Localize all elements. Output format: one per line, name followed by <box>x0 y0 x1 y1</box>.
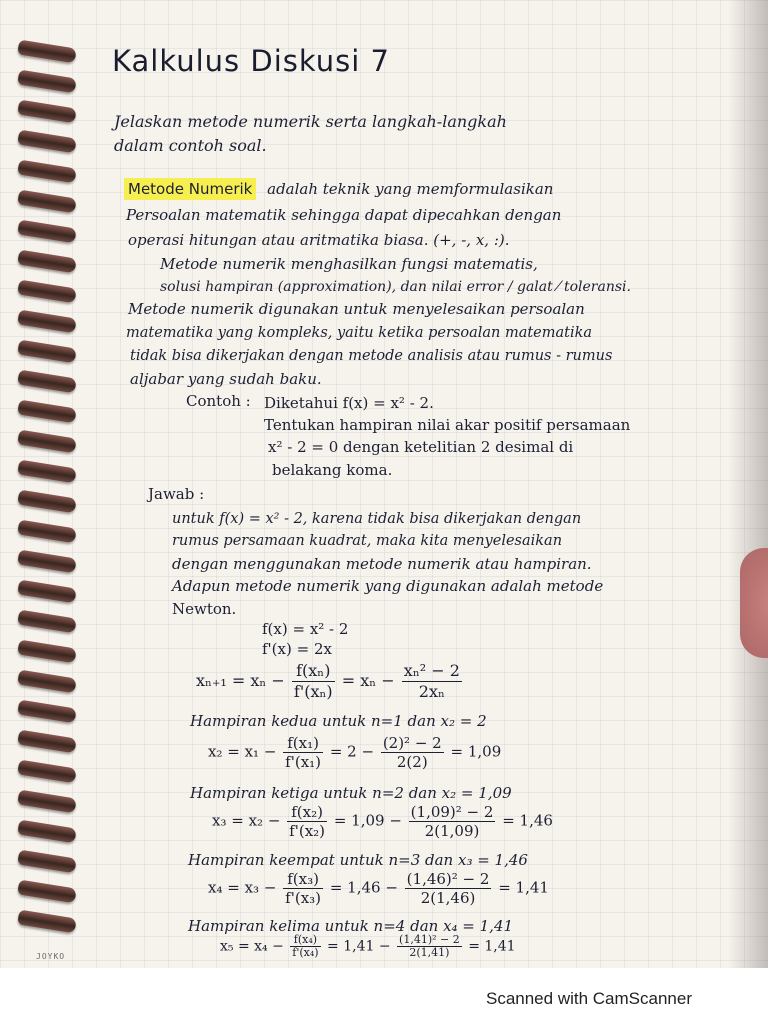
step-middle: = 2 − <box>329 742 375 761</box>
answer-line: Newton. <box>172 600 237 618</box>
page-edge-shadow <box>728 0 768 968</box>
scanner-watermark: Scanned with CamScanner <box>485 989 692 1008</box>
fraction-numerator: f(x₃) <box>283 870 323 889</box>
fraction-numerator: f(xₙ) <box>292 661 335 682</box>
definition-line: aljabar yang sudah baku. <box>130 370 322 388</box>
example-line: Diketahui f(x) = x² - 2. <box>264 394 434 412</box>
step-lhs: x₄ = x₃ − <box>208 878 277 897</box>
example-line: belakang koma. <box>272 461 393 479</box>
example-line: x² - 2 = 0 dengan ketelitian 2 desimal di <box>268 438 574 456</box>
step-middle: = 1,46 − <box>329 878 398 897</box>
step-equation <box>212 803 553 840</box>
fraction-denominator: f'(x₄) <box>292 946 319 959</box>
answer-line: rumus persamaan kuadrat, maka kita menyelesaikan <box>172 533 563 549</box>
notebook-brand: JOYKO <box>36 952 66 961</box>
definition-line: Metode numerik digunakan untuk menyelesaikan persoalan <box>128 300 585 318</box>
step-middle: = 1,41 − <box>327 938 391 955</box>
fraction-denominator: 2(1,09) <box>424 822 480 840</box>
definition-line: Persoalan matematik sehingga dapat dipecahkan dengan <box>126 206 562 224</box>
step-lhs: x₂ = x₁ − <box>208 742 277 761</box>
definition-rest: adalah teknik yang memformulasikan <box>267 180 554 198</box>
step-heading: Hampiran kelima untuk n=4 dan x₄ = 1,41 <box>188 917 514 935</box>
fraction-numerator: (1,09)² − 2 <box>410 803 494 821</box>
fraction-numerator: (1,46)² − 2 <box>406 870 490 888</box>
fraction-denominator: f'(x₃) <box>285 889 322 907</box>
step-result: = 1,46 <box>502 811 553 830</box>
definition-line: Metode numerik menghasilkan fungsi matematis, <box>160 255 538 273</box>
step-lhs: x₃ = x₂ − <box>212 811 281 830</box>
step-result: = 1,41 <box>468 938 516 955</box>
definition-first-line <box>124 180 553 198</box>
formula-lhs: xₙ₊₁ = xₙ − <box>196 671 285 690</box>
example-label: Contoh : <box>186 392 251 410</box>
definition-line: solusi hampiran (approximation), dan nilai error / galat ⁄ toleransi. <box>160 279 631 295</box>
step-equation <box>220 934 516 959</box>
step-heading: Hampiran kedua untuk n=1 dan x₂ = 2 <box>190 712 487 730</box>
step-result: = 1,09 <box>450 742 502 761</box>
highlighted-term: Metode Numerik <box>124 178 256 200</box>
page-title: Kalkulus Diskusi 7 <box>112 44 390 78</box>
formula-middle: = xₙ − <box>341 671 395 690</box>
answer-line: untuk f(x) = x² - 2, karena tidak bisa dikerjakan dengan <box>172 511 582 527</box>
fraction-denominator: 2(1,46) <box>420 889 476 907</box>
fraction-numerator: f(x₄) <box>290 934 320 947</box>
fraction-denominator: f'(x₁) <box>285 753 322 771</box>
answer-line: Adapun metode numerik yang digunakan adalah metode <box>172 577 604 595</box>
step-lhs: x₅ = x₄ − <box>220 938 284 955</box>
answer-line: dengan menggunakan metode numerik atau hampiran. <box>172 555 592 573</box>
step-equation <box>208 734 501 771</box>
step-middle: = 1,09 − <box>333 811 402 830</box>
derivative-definition: f'(x) = 2x <box>262 640 332 658</box>
definition-line: matematika yang kompleks, yaitu ketika persoalan matematika <box>126 325 593 341</box>
fraction-numerator: (1,41)² − 2 <box>399 933 460 946</box>
question-line-1: Jelaskan metode numerik serta langkah-langkah <box>114 112 507 131</box>
definition-line: tidak bisa dikerjakan dengan metode analisis atau rumus - rumus <box>130 348 613 364</box>
example-line: Tentukan hampiran nilai akar positif persamaan <box>264 416 631 434</box>
function-definition: f(x) = x² - 2 <box>262 620 349 638</box>
fraction-denominator: f'(x₂) <box>289 822 326 840</box>
fraction-denominator: 2(1,41) <box>409 946 450 959</box>
step-heading: Hampiran ketiga untuk n=2 dan x₂ = 1,09 <box>190 784 512 802</box>
fraction-numerator: f(x₁) <box>283 734 323 753</box>
fraction-denominator: 2(2) <box>396 753 428 771</box>
answer-label: Jawab : <box>148 485 205 503</box>
fraction-denominator: 2xₙ <box>418 682 445 701</box>
fraction-numerator: (2)² − 2 <box>382 734 442 752</box>
question-line-2: dalam contoh soal. <box>114 136 267 155</box>
fraction-numerator: xₙ² − 2 <box>403 661 460 680</box>
definition-line: operasi hitungan atau aritmatika biasa. (+, -, x, :). <box>128 231 510 249</box>
fraction-numerator: f(x₂) <box>287 803 327 822</box>
fraction-denominator: f'(xₙ) <box>293 682 333 701</box>
step-heading: Hampiran keempat untuk n=3 dan x₃ = 1,46 <box>188 851 528 869</box>
scanner-thumb <box>740 548 768 658</box>
step-result: = 1,41 <box>498 878 549 897</box>
newton-formula <box>196 661 464 702</box>
step-equation <box>208 870 549 907</box>
